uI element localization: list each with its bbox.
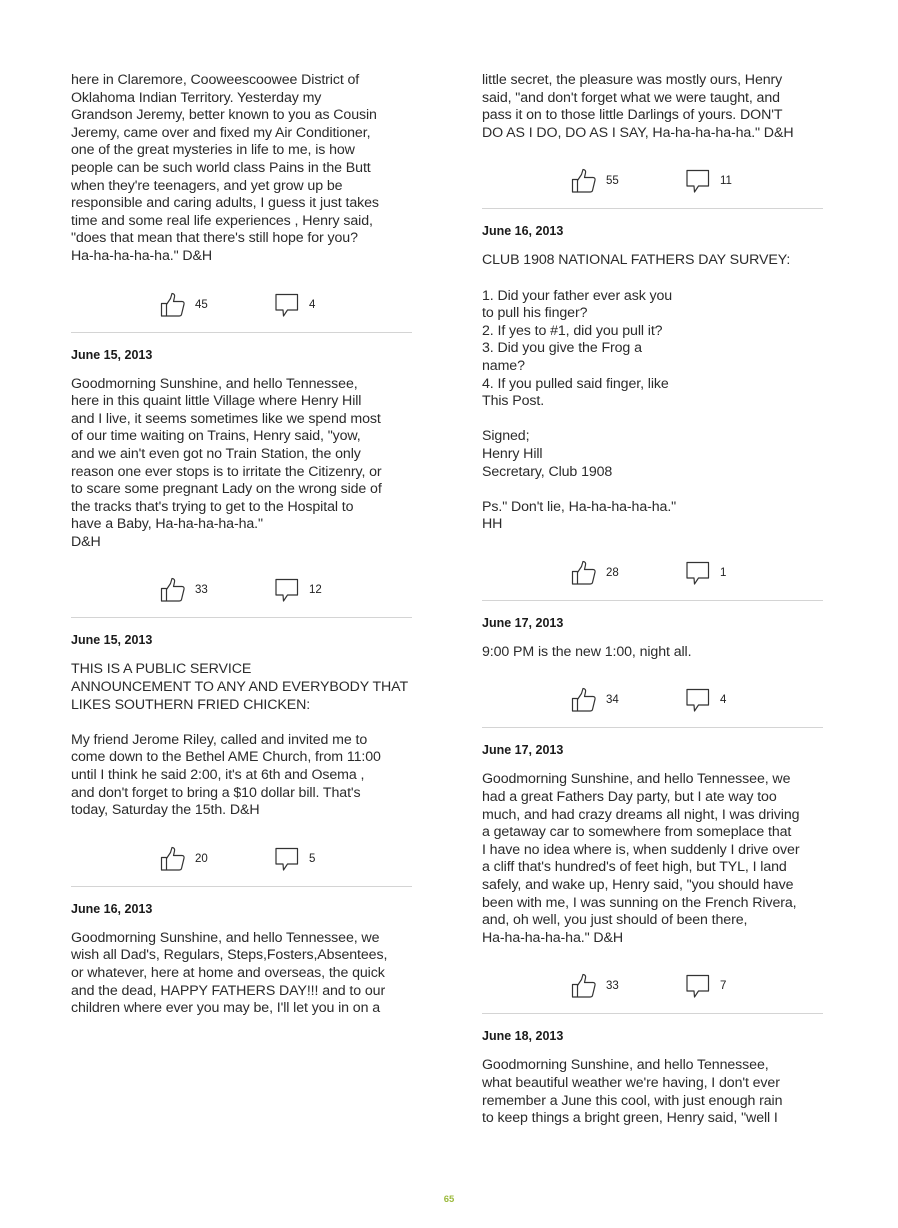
- like-count: 33: [606, 980, 619, 993]
- speech-bubble-icon: [685, 560, 711, 586]
- post-text: 9:00 PM is the new 1:00, night all.: [482, 643, 692, 660]
- post-date: June 15, 2013: [71, 633, 153, 648]
- post-text: Goodmorning Sunshine, and hello Tennessee, we wish all Dad's, Regulars, Steps,Fosters,Absentees, or whatever, here at home and overseas, the quick and the dead, HAPPY FATHERS DAY!!! and to our children where ever you may be, I'll let you in on a: [71, 929, 388, 1017]
- comment-button[interactable]: [274, 844, 315, 874]
- like-count: 20: [195, 852, 208, 865]
- speech-bubble-icon: [274, 292, 300, 318]
- post-divider: [71, 886, 412, 887]
- like-button[interactable]: [571, 558, 619, 588]
- comment-count: 5: [309, 852, 316, 865]
- post-actions: [482, 685, 823, 721]
- comment-button[interactable]: [685, 558, 726, 588]
- post-divider: [482, 1013, 823, 1014]
- like-button[interactable]: [571, 685, 619, 715]
- post-actions: [71, 575, 412, 611]
- like-button[interactable]: [571, 971, 619, 1001]
- comment-button[interactable]: [685, 166, 732, 196]
- post-text: Goodmorning Sunshine, and hello Tennessee, what beautiful weather we're having, I don't ever remember a June this cool, with just enough rain to keep things a bright green, Henry said, "well I: [482, 1057, 783, 1127]
- post-date: June 17, 2013: [482, 615, 564, 630]
- thumbs-up-icon: [160, 846, 186, 872]
- speech-bubble-icon: [685, 168, 711, 194]
- like-count: 45: [195, 298, 208, 311]
- post-actions: [482, 558, 823, 594]
- speech-bubble-icon: [685, 687, 711, 713]
- post-divider: [71, 332, 412, 333]
- post-divider: [482, 208, 823, 209]
- thumbs-up-icon: [571, 687, 597, 713]
- comment-count: 1: [720, 566, 727, 579]
- post-text: here in Claremore, Cooweescoowee District of Oklahoma Indian Territory. Yesterday my Grandson Jeremy, better known to you as Cousin Jeremy, came over and fixed my Air Conditioner, one of the great mysteries in life to me, is how people can be such world class Pains in the Butt when they're teenagers, and yet grow up be responsible and caring adults, I guess it just takes time and some real life experiences , Henry said, "does that mean that there's still hope for you? Ha-ha-ha-ha-ha." D&H: [71, 72, 379, 264]
- comment-count: 7: [720, 980, 727, 993]
- post-divider: [71, 617, 412, 618]
- like-count: 34: [606, 694, 619, 707]
- post-divider: [482, 727, 823, 728]
- like-count: 28: [606, 566, 619, 579]
- post-text: Goodmorning Sunshine, and hello Tennessee, we had a great Fathers Day party, but I ate way too much, and had crazy dreams all night, I was driving a getaway car to somewhere from someplace that I have no idea where is, when suddenly I drive over a cliff that's hundred's of feet high, but TYL, I land safely, and wake up, Henry said, "you should have been with me, I was sunning on the French Rivera, and, oh well, you just should of been there, Ha-ha-ha-ha-ha." D&H: [482, 771, 800, 946]
- right-column: [482, 72, 823, 1128]
- like-count: 55: [606, 175, 619, 188]
- speech-bubble-icon: [685, 973, 711, 999]
- like-button[interactable]: [160, 844, 208, 874]
- post-text: little secret, the pleasure was mostly ours, Henry said, "and don't forget what we were taught, and pass it on to those little Darlings of yours. DON'T DO AS I DO, DO AS I SAY, Ha-ha-ha-ha-ha." D&H: [482, 72, 794, 141]
- left-column: [71, 72, 412, 1018]
- speech-bubble-icon: [274, 846, 300, 872]
- post-divider: [482, 600, 823, 601]
- speech-bubble-icon: [274, 577, 300, 603]
- post-actions: [71, 290, 412, 326]
- post-date: June 18, 2013: [482, 1029, 564, 1044]
- post-actions: [482, 971, 823, 1007]
- post-actions: [71, 844, 412, 880]
- comment-count: 12: [309, 584, 322, 597]
- thumbs-up-icon: [571, 973, 597, 999]
- comment-count: 11: [720, 175, 732, 188]
- thumbs-up-icon: [160, 577, 186, 603]
- comment-button[interactable]: [274, 575, 322, 605]
- post-date: June 17, 2013: [482, 743, 564, 758]
- thumbs-up-icon: [571, 168, 597, 194]
- comment-count: 4: [309, 298, 316, 311]
- post-date: June 16, 2013: [71, 901, 153, 916]
- comment-button[interactable]: [685, 685, 726, 715]
- like-button[interactable]: [160, 575, 208, 605]
- comment-count: 4: [720, 694, 727, 707]
- page-number: 65: [443, 1194, 455, 1205]
- like-button[interactable]: [160, 290, 208, 320]
- comment-button[interactable]: [274, 290, 315, 320]
- post-actions: [482, 166, 823, 202]
- post-date: June 15, 2013: [71, 347, 153, 362]
- post-text: CLUB 1908 NATIONAL FATHERS DAY SURVEY: 1. Did your father ever ask you to pull his finger? 2. If yes to #1, did you pull it? 3. Did you give the Frog a name? 4. If you pulled said finger, like This Post. Signed; Henry Hill Secretary, Club 1908 Ps." Don't lie, Ha-ha-ha-ha-ha." HH: [482, 252, 791, 533]
- thumbs-up-icon: [160, 292, 186, 318]
- post-date: June 16, 2013: [482, 224, 564, 239]
- thumbs-up-icon: [571, 560, 597, 586]
- like-count: 33: [195, 584, 208, 597]
- post-text: Goodmorning Sunshine, and hello Tennessee, here in this quaint little Village where Henry Hill and I live, it seems sometimes like we spend most of our time waiting on Trains, Henry said, "yow, and we ain't even got no Train Station, the only reason one ever stops is to irritate the Citizenry, or to scare some pregnant Lady on the wrong side of the tracks that's trying to get to the Hospital to have a Baby, Ha-ha-ha-ha-ha." D&H: [71, 375, 382, 550]
- like-button[interactable]: [571, 166, 619, 196]
- comment-button[interactable]: [685, 971, 726, 1001]
- post-text: THIS IS A PUBLIC SERVICE ANNOUNCEMENT TO ANY AND EVERYBODY THAT LIKES SOUTHERN FRIED CHICKEN: My friend Jerome Riley, called and invited me to come down to the Bethel AME Church, from 11:00 until I think he said 2:00, it's at 6th and Osema , and don't forget to bring a $10 dollar bill. That's today, Saturday the 15th. D&H: [71, 661, 409, 819]
